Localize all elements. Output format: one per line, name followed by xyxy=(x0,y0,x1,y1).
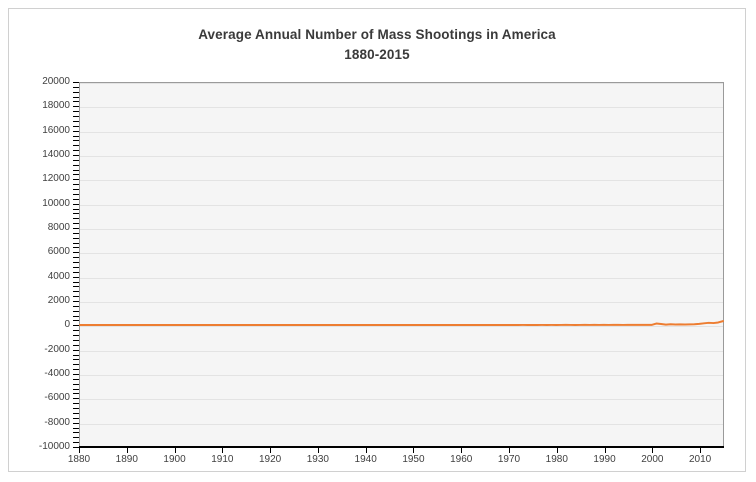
y-tick-label: -6000 xyxy=(44,392,70,404)
y-tick-label: -2000 xyxy=(44,343,70,355)
y-tick-label: 6000 xyxy=(47,246,70,258)
x-tick-label: 1920 xyxy=(258,454,282,465)
x-tick-label: 1950 xyxy=(402,454,425,465)
x-axis-tick xyxy=(509,447,510,453)
chart-subtitle: 1880-2015 xyxy=(344,47,410,62)
x-axis-tick xyxy=(652,447,653,453)
x-axis-tick xyxy=(175,447,176,453)
y-tick-label: -10000 xyxy=(38,441,70,452)
y-tick-label: 2000 xyxy=(47,295,70,306)
x-tick-label: 1960 xyxy=(450,454,473,465)
x-tick-label: 1940 xyxy=(354,454,377,465)
series-line-chart xyxy=(80,83,723,446)
page-title: Average Annual Number of Mass Shootings in America xyxy=(198,27,556,42)
y-tick-label: 20000 xyxy=(42,76,70,87)
x-axis-tick xyxy=(700,447,701,453)
x-axis-tick xyxy=(461,447,462,453)
x-axis-tick xyxy=(413,447,414,453)
plot-area xyxy=(79,82,724,447)
x-axis-tick xyxy=(605,447,606,453)
x-tick-label: 1930 xyxy=(306,454,329,465)
x-tick-label: 2000 xyxy=(641,454,664,465)
chart-container xyxy=(8,8,746,472)
x-tick-label: 1980 xyxy=(545,454,568,465)
y-tick-label: 12000 xyxy=(42,173,70,185)
x-tick-label: 1910 xyxy=(211,454,234,465)
x-tick-label: 2010 xyxy=(688,454,712,465)
y-tick-label: -8000 xyxy=(44,416,70,428)
y-tick-label: 18000 xyxy=(42,100,70,112)
x-axis-tick xyxy=(270,447,271,453)
x-axis-tick xyxy=(318,447,319,453)
y-tick-label: -4000 xyxy=(44,368,70,379)
x-tick-label: 1970 xyxy=(497,454,521,465)
chart-title-block xyxy=(9,25,745,65)
y-tick-label: 0 xyxy=(64,319,70,331)
y-tick-label: 8000 xyxy=(47,222,70,233)
y-tick-label: 10000 xyxy=(42,197,70,209)
y-tick-label: 16000 xyxy=(42,124,70,136)
x-tick-label: 1900 xyxy=(163,454,186,465)
x-tick-label: 1880 xyxy=(67,454,91,465)
x-axis-tick xyxy=(127,447,128,453)
x-axis-tick xyxy=(366,447,367,453)
x-tick-label: 1990 xyxy=(593,454,616,465)
x-axis-tick xyxy=(79,447,80,453)
x-tick-label: 1890 xyxy=(115,454,138,465)
series-polyline xyxy=(80,321,723,325)
x-axis-tick xyxy=(557,447,558,453)
x-axis-tick xyxy=(222,447,223,453)
y-tick-label: 4000 xyxy=(47,270,70,282)
y-tick-label: 14000 xyxy=(42,149,70,160)
x-axis-ticks xyxy=(79,447,724,453)
